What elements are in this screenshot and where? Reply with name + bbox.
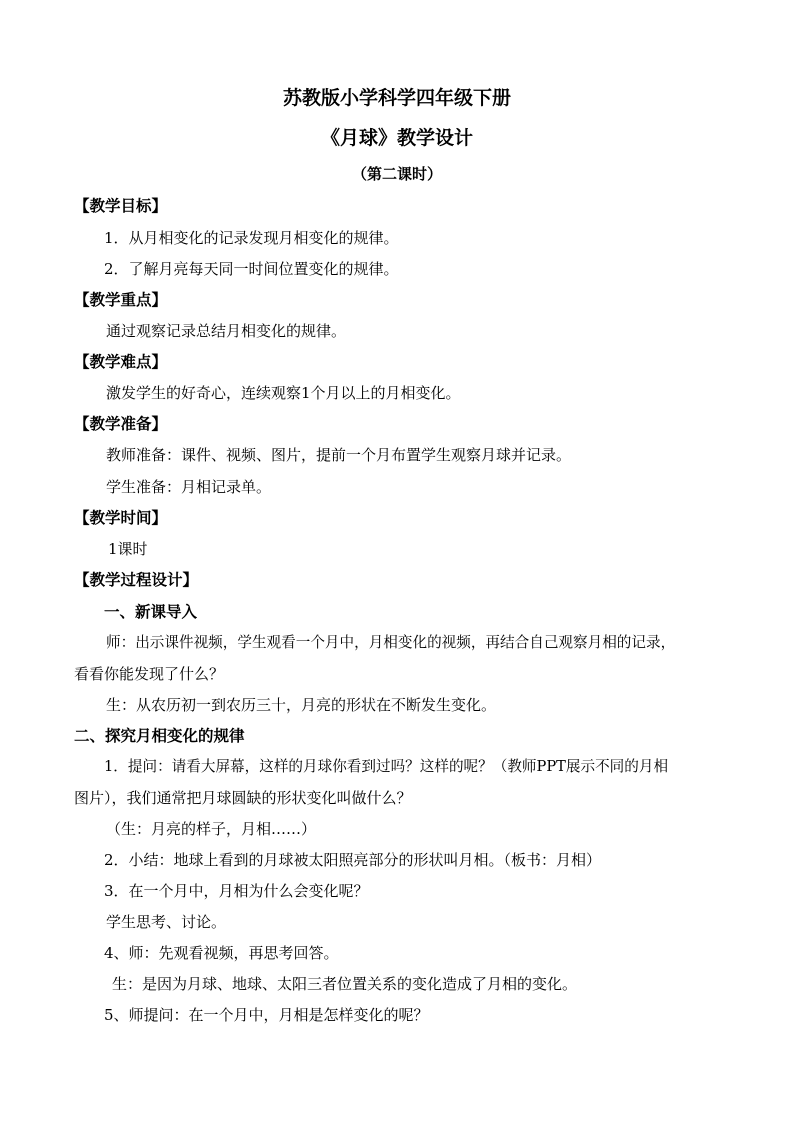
- lesson-period: （第二课时）: [351, 165, 442, 183]
- key-points-text: 通过观察记录总结月相变化的规律。: [106, 322, 347, 340]
- question-1-line-1: 1．提问：请看大屏幕，这样的月球你看到过吗？这样的呢？（教师PPT展示不同的月相: [104, 758, 669, 775]
- process-heading: 【教学过程设计】: [74, 570, 199, 589]
- preparation-heading: 【教学准备】: [74, 414, 168, 433]
- question-2-summary: 2．小结：地球上看到的月球被太阳照亮部分的形状叫月相。（板书：月相）: [104, 851, 602, 869]
- part1-student: 生：从农历初一到农历三十，月亮的形状在不断发生变化。: [106, 696, 497, 714]
- student-preparation: 学生准备：月相记录单。: [106, 478, 272, 496]
- part1-teacher-line-1: 师：出示课件视频，学生观看一个月中，月相变化的视频，再结合自己观察月相的记录，: [106, 634, 676, 651]
- question-5: 5、师提问：在一个月中，月相是怎样变化的呢？: [104, 1006, 429, 1024]
- part1-teacher-line-2: 看看你能发现了什么？: [74, 665, 225, 683]
- key-points-heading: 【教学重点】: [74, 290, 168, 309]
- question-1-line-2: 图片），我们通常把月球圆缺的形状变化叫做什么？: [74, 789, 412, 807]
- question-4: 4、师：先观看视频，再思考回答。: [104, 944, 339, 962]
- objectives-heading: 【教学目标】: [74, 196, 168, 215]
- document-title: 苏教版小学科学四年级下册: [282, 87, 511, 109]
- question-3-answer: 学生思考、讨论。: [106, 913, 227, 931]
- time-heading: 【教学时间】: [74, 508, 168, 527]
- time-text: 1课时: [108, 540, 148, 558]
- lesson-title: 《月球》教学设计: [320, 127, 473, 149]
- objective-item-1: 1．从月相变化的记录发现月相变化的规律。: [104, 229, 399, 247]
- question-3: 3．在一个月中，月相为什么会变化呢？: [104, 882, 369, 900]
- difficulties-text: 激发学生的好奇心，连续观察1个月以上的月相变化。: [106, 384, 461, 402]
- question-1-answer: （生：月亮的样子，月相……）: [106, 820, 317, 838]
- objective-item-2: 2．了解月亮每天同一时间位置变化的规律。: [104, 260, 399, 278]
- difficulties-heading: 【教学难点】: [74, 352, 168, 371]
- part2-title: 二、探究月相变化的规律: [74, 726, 245, 745]
- part1-title: 一、新课导入: [104, 602, 198, 621]
- question-4-answer: 生：是因为月球、地球、太阳三者位置关系的变化造成了月相的变化。: [112, 975, 578, 993]
- teacher-preparation: 教师准备：课件、视频、图片，提前一个月布置学生观察月球并记录。: [106, 446, 572, 464]
